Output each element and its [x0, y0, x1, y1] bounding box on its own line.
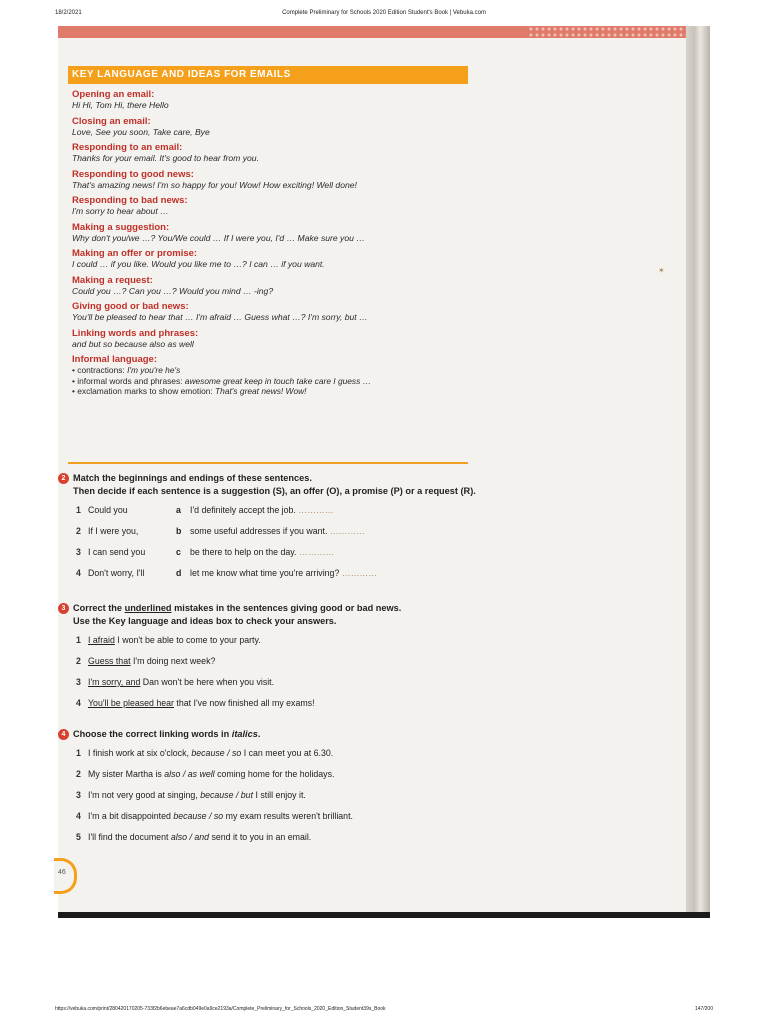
answer-blank[interactable]: ………… — [341, 568, 377, 578]
answer-blank[interactable]: ………… — [329, 526, 366, 536]
kl-text: You'll be pleased to hear that … I'm afraid … Guess what …? I'm sorry, but … — [72, 312, 368, 322]
kl-heading: Responding to an email: — [72, 142, 183, 153]
sentence-row — [76, 810, 658, 831]
instruction-italic: italics — [231, 729, 258, 739]
underlined-mistake: Guess that — [88, 656, 131, 666]
exercise-instruction — [58, 472, 658, 498]
linking-choice[interactable]: also / as well — [164, 769, 215, 779]
underlined-mistake: I'm sorry, and — [88, 677, 141, 687]
page-number: 46 — [58, 869, 66, 876]
instruction-line: Use the Key language and ideas box to check your answers. — [73, 616, 337, 626]
instruction-text: mistakes in the sentences giving good or bad news. — [171, 603, 402, 613]
sentence-ending: be there to help on the day. — [190, 547, 297, 557]
sentence-ending: let me know what time you're arriving? — [190, 568, 340, 578]
sentence-start: My sister Martha is — [88, 769, 165, 779]
print-date: 18/2/2021 — [55, 10, 82, 16]
item-letter: d — [176, 568, 182, 578]
list-item — [72, 386, 468, 397]
kl-heading: Giving good or bad news: — [72, 301, 189, 312]
kl-heading: Informal language: — [72, 354, 157, 365]
sentence-end: I still enjoy it. — [253, 790, 306, 800]
kl-informal-list — [72, 365, 468, 397]
instruction-line: Match the beginnings and endings of these sentences. — [73, 473, 312, 483]
underlined-mistake: You'll be pleased hear — [88, 698, 174, 708]
exercise-rows — [58, 634, 658, 718]
item-example: That's great news! Wow! — [215, 386, 307, 396]
item-number: 3 — [76, 677, 81, 687]
kl-text: I could … if you like. Would you like me to …? I can … if you want. — [72, 259, 325, 269]
list-item — [72, 365, 468, 376]
sentence-end: send it to you in an email. — [209, 832, 312, 842]
item-number: 1 — [76, 635, 81, 645]
item-number: 4 — [76, 698, 81, 708]
kl-heading: Opening an email: — [72, 89, 155, 100]
kl-section — [68, 195, 468, 217]
exercise-number-badge: 2 — [58, 473, 69, 484]
sentence-start: I finish work at six o'clock, — [88, 748, 192, 758]
sentence-rest: that I've now finished all my exams! — [173, 698, 315, 708]
sentence-row — [76, 768, 658, 789]
scanned-page — [58, 26, 710, 916]
linking-choice[interactable]: also / and — [170, 832, 210, 842]
sentence-rest: I won't be able to come to your party. — [114, 635, 261, 645]
item-number: 3 — [76, 790, 81, 800]
book-spine-shadow — [686, 26, 710, 916]
item-number: 5 — [76, 832, 81, 842]
sentence-row — [76, 831, 658, 852]
sentence-start: I'm not very good at singing, — [88, 790, 201, 800]
item-number: 2 — [76, 526, 81, 536]
instruction-line: Then decide if each sentence is a suggestion (S), an offer (O), a promise (P) or a request (R). — [73, 486, 476, 496]
scan-mark: ✶ — [658, 266, 665, 275]
sentence-row — [76, 747, 658, 768]
item-number: 2 — [76, 656, 81, 666]
match-row — [76, 525, 658, 546]
item-number: 4 — [76, 568, 81, 578]
instruction-text: Correct the — [73, 603, 125, 613]
kl-heading: Linking words and phrases: — [72, 327, 199, 339]
exercise-2 — [58, 472, 658, 588]
item-number: 4 — [76, 811, 81, 821]
match-row — [76, 546, 658, 567]
kl-section — [68, 275, 468, 297]
sentence-rest: I'm doing next week? — [130, 656, 216, 666]
print-header — [55, 10, 713, 22]
key-language-box — [68, 66, 468, 464]
item-example: I'm you're he's — [127, 365, 181, 375]
sentence-row — [76, 634, 658, 655]
sentence-end: my exam results weren't brilliant. — [223, 811, 353, 821]
kl-heading: Making a request: — [72, 274, 153, 286]
answer-blank[interactable]: ………… — [298, 505, 334, 515]
kl-section — [68, 89, 468, 111]
sentence-beginning: Could you — [88, 505, 128, 515]
instruction-text: . — [257, 729, 261, 739]
kl-text: I'm sorry to hear about … — [72, 206, 169, 216]
answer-blank[interactable]: ………… — [298, 547, 335, 557]
match-row — [76, 567, 658, 588]
item-number: 1 — [76, 505, 81, 515]
sentence-end: coming home for the holidays. — [214, 769, 335, 779]
kl-heading: Responding to good news: — [72, 168, 194, 180]
kl-section — [68, 169, 468, 191]
kl-section — [68, 301, 468, 323]
kl-text: Hi Hi, Tom Hi, there Hello — [72, 100, 169, 110]
sentence-rest: Dan won't be here when you visit. — [140, 677, 275, 687]
key-language-title: KEY LANGUAGE AND IDEAS FOR EMAILS — [68, 66, 468, 84]
instruction-line — [73, 728, 658, 741]
exercise-number-badge: 3 — [58, 603, 69, 614]
match-row — [76, 504, 658, 525]
sentence-row — [76, 789, 658, 810]
scan-bottom-edge — [58, 912, 710, 918]
item-letter: b — [176, 526, 182, 536]
kl-heading: Making an offer or promise: — [72, 248, 198, 259]
kl-section — [68, 222, 468, 244]
sentence-end: I can meet you at 6.30. — [241, 748, 334, 758]
exercise-3 — [58, 602, 658, 718]
item-letter: c — [176, 547, 181, 557]
exercise-instruction — [58, 602, 658, 628]
kl-text: Why don't you/we …? You/We could … If I were you, I'd … Make sure you … — [72, 232, 365, 243]
item-label: • informal words and phrases: — [72, 375, 185, 386]
underlined-mistake: I afraid — [88, 635, 115, 645]
exercise-number-badge: 4 — [58, 729, 69, 740]
kl-text: Could you …? Can you …? Would you mind … -ing? — [72, 285, 274, 296]
sentence-beginning: Don't worry, I'll — [88, 568, 145, 578]
item-number: 1 — [76, 748, 81, 758]
item-letter: a — [176, 505, 181, 515]
print-url: https://vebuka.com/print/280420170205-733f2b6ebeae7a6cdb049e0a9ce2193a/Complete_Preliminary_for_Schools_2020_Edition_Student39s_Book — [55, 1006, 386, 1012]
print-title: Complete Preliminary for Schools 2020 Edition Student's Book | Vebuka.com — [282, 10, 486, 16]
kl-heading: Making a suggestion: — [72, 221, 170, 233]
linking-choice[interactable]: because / so — [191, 748, 242, 758]
kl-informal-section — [68, 354, 468, 397]
item-number: 2 — [76, 769, 81, 779]
kl-text: Thanks for your email. It's good to hear from you. — [72, 153, 259, 163]
item-label: • exclamation marks to show emotion: — [72, 386, 216, 396]
kl-section — [68, 116, 468, 138]
linking-choice[interactable]: because / but — [200, 790, 254, 800]
sentence-ending: some useful addresses if you want. — [190, 526, 328, 536]
sentence-start: I'll find the document — [88, 832, 171, 842]
list-item — [72, 376, 468, 387]
exercise-rows — [58, 747, 658, 852]
exercise-instruction — [58, 728, 658, 741]
exercise-4 — [58, 728, 658, 852]
decorative-dot-pattern — [528, 26, 708, 38]
sentence-start: I'm a bit disappointed — [88, 811, 174, 821]
item-example: awesome great keep in touch take care I guess … — [184, 375, 372, 386]
exercise-rows — [58, 504, 658, 588]
kl-text: and but so because also as well — [72, 338, 194, 349]
kl-section — [68, 328, 468, 350]
sentence-row — [76, 676, 658, 697]
sentence-row — [76, 655, 658, 676]
print-page-count: 147/200 — [694, 1006, 713, 1012]
kl-heading: Closing an email: — [72, 115, 151, 127]
sentence-ending: I'd definitely accept the job. — [190, 505, 296, 515]
kl-text: Love, See you soon, Take care, Bye — [72, 126, 210, 137]
sentence-beginning: If I were you, — [88, 526, 139, 536]
sentence-beginning: I can send you — [88, 547, 146, 557]
kl-section — [68, 248, 468, 270]
instruction-line — [73, 602, 658, 615]
linking-choice[interactable]: because / so — [173, 811, 224, 821]
instruction-text: Choose the correct linking words in — [73, 729, 232, 739]
instruction-underlined: underlined — [124, 603, 172, 613]
item-label: • contractions: — [72, 365, 128, 375]
item-number: 3 — [76, 547, 81, 557]
kl-text: That's amazing news! I'm so happy for you! Wow! How exciting! Well done! — [72, 179, 357, 190]
print-footer — [55, 1006, 713, 1018]
sentence-row — [76, 697, 658, 718]
page-number-tab — [54, 858, 77, 894]
kl-heading: Responding to bad news: — [72, 195, 188, 206]
kl-section — [68, 142, 468, 164]
